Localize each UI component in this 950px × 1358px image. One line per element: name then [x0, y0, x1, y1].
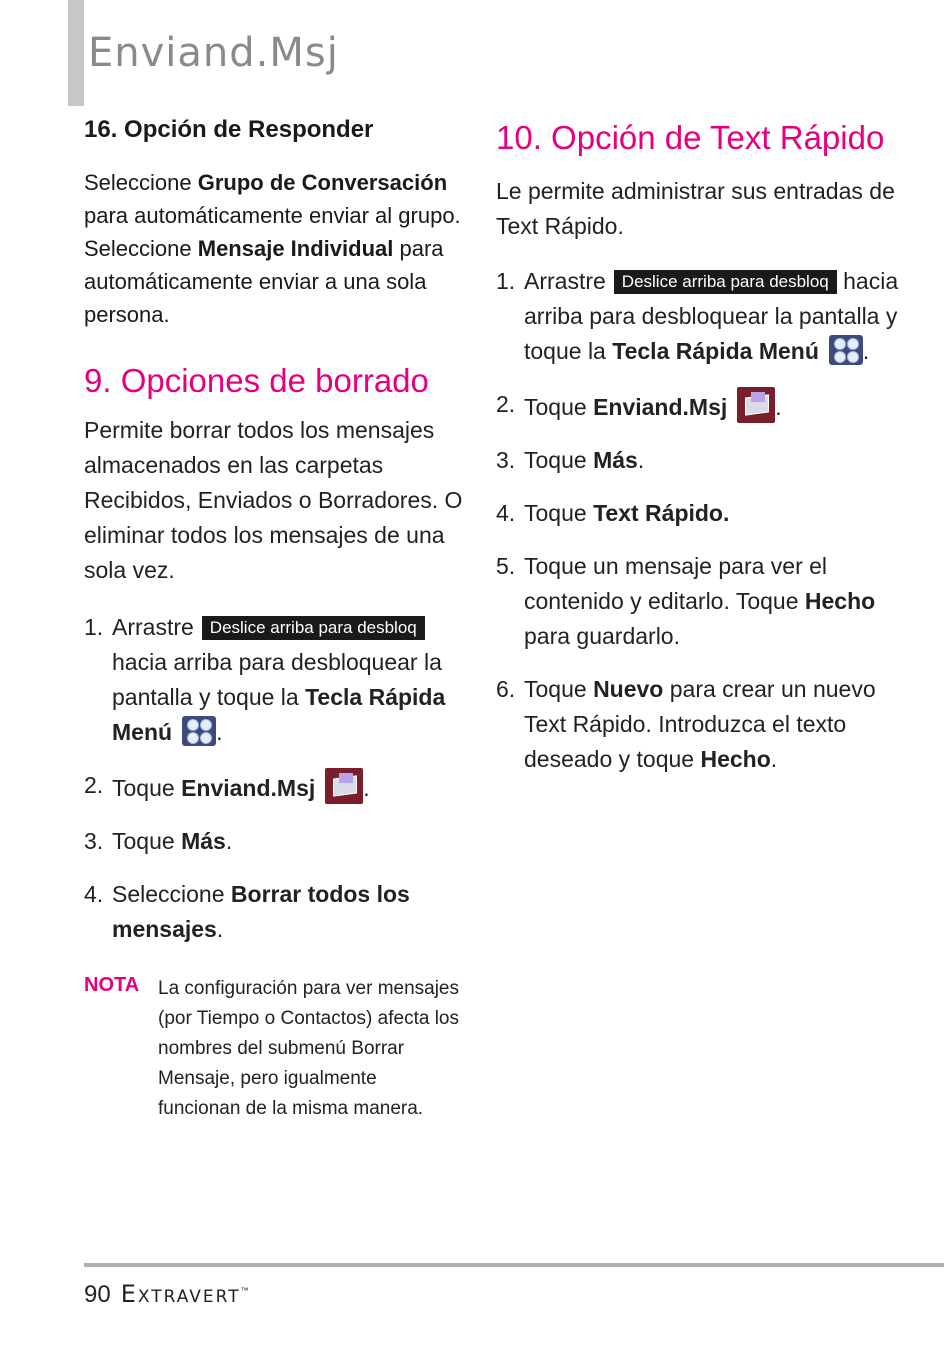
left-column	[84, 116, 464, 965]
brand-name: Extravert	[120, 1280, 241, 1308]
list-item: 4. Toque Text Rápido.	[496, 500, 730, 526]
list-item: 4. Seleccione Borrar todos los mensajes.	[84, 881, 410, 942]
page-header-title: Enviand.Msj	[88, 30, 339, 76]
section10-title: 10. Opción de Text Rápido	[496, 119, 885, 156]
note-box	[84, 974, 464, 1124]
note-label: NOTA	[84, 974, 140, 996]
list-item: 3. Toque Más.	[496, 447, 645, 473]
unlock-label: Deslice arriba para desbloq	[614, 270, 837, 294]
option16-text: Seleccione Grupo de Conversación para automáticamente enviar al grupo. Seleccione Mensaje Individual para automáticamente enviar a una sola persona.	[84, 170, 461, 327]
note-text: La configuración para ver mensajes (por Tiempo o Contactos) afecta los nombres del submenú Borrar Mensaje, pero igualmente funcionan de la misma manera.	[158, 978, 460, 1119]
page-number: 90	[84, 1281, 111, 1308]
option16-title: 16. Opción de Responder	[84, 116, 374, 143]
section10-intro: Le permite administrar sus entradas de Text Rápido.	[496, 178, 895, 239]
footer	[84, 1280, 249, 1309]
list-item: 1. Arrastre Deslice arriba para desbloq hacia arriba para desbloquear la pantalla y toque la Tecla Rápida Menú .	[84, 614, 446, 745]
messaging-icon	[737, 387, 775, 423]
section10-steps	[496, 264, 916, 777]
section9-title: 9. Opciones de borrado	[84, 362, 429, 399]
section9-steps	[84, 610, 464, 947]
section9-intro: Permite borrar todos los mensajes almacenados en las carpetas Recibidos, Enviados o Borradores. O eliminar todos los mensajes de una sola vez.	[84, 417, 463, 583]
footer-divider	[84, 1263, 944, 1267]
quick-menu-icon	[829, 335, 863, 365]
list-item: 2. Toque Enviand.Msj .	[84, 768, 464, 806]
right-column	[496, 116, 916, 795]
list-item: 3. Toque Más.	[84, 828, 233, 854]
list-item: 1. Arrastre Deslice arriba para desbloq hacia arriba para desbloquear la pantalla y toque la Tecla Rápida Menú .	[496, 268, 899, 364]
quick-menu-icon	[182, 716, 216, 746]
unlock-label: Deslice arriba para desbloq	[202, 616, 425, 640]
header-bar	[68, 0, 84, 106]
list-item: 2. Toque Enviand.Msj .	[496, 387, 916, 425]
list-item: 5. Toque un mensaje para ver el contenido y editarlo. Toque Hecho para guardarlo.	[496, 553, 876, 649]
messaging-icon	[325, 768, 363, 804]
trademark: ™	[240, 1286, 249, 1295]
list-item: 6. Toque Nuevo para crear un nuevo Text Rápido. Introduzca el texto deseado y toque Hecho.	[496, 676, 876, 772]
